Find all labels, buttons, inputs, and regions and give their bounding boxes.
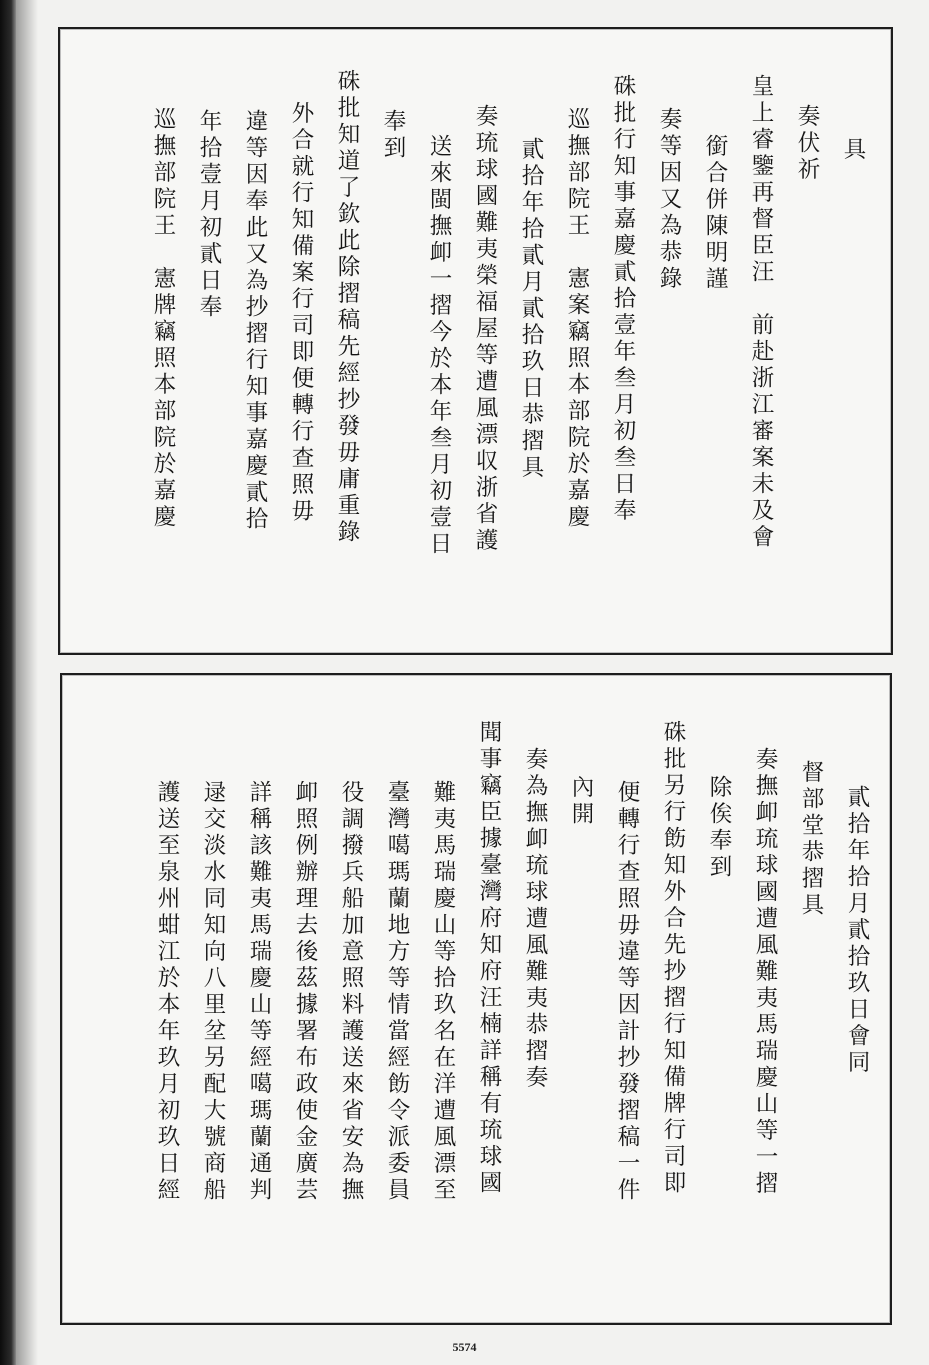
- text-column: 便轉行查照毋違等因計抄發摺稿一件: [614, 780, 640, 1204]
- text-column: 護送至泉州蚶江於本年玖月初玖日經: [154, 780, 180, 1204]
- text-column: 內開: [568, 775, 594, 828]
- text-column: 巡撫部院王 憲牌竊照本部院於嘉慶: [150, 107, 176, 531]
- text-column: 除俟奉到: [706, 775, 732, 881]
- text-column: 奏伏祈: [794, 104, 820, 184]
- binding-shadow: [16, 0, 38, 1365]
- text-column: 役調撥兵船加意照料護送來省安為撫: [338, 780, 364, 1204]
- document-panel-bottom: [60, 673, 892, 1325]
- book-binding-edge: [0, 0, 16, 1365]
- text-column: 硃批另行飭知外合先抄摺行知備牌行司即: [660, 720, 686, 1197]
- text-column: 奏琉球國難夷榮福屋等遭風漂収浙省護: [472, 104, 498, 555]
- text-column: 皇上睿鑒再督臣汪 前赴浙江審案未及會: [748, 74, 774, 551]
- text-column: 硃批知道了欽此除摺稿先經抄發毋庸重錄: [334, 69, 360, 546]
- text-column: 逯交淡水同知向八里坌另配大號商船: [200, 780, 226, 1204]
- text-column: 違等因奉此又為抄摺行知事嘉慶貳拾: [242, 109, 268, 533]
- document-panel-top: [58, 27, 893, 655]
- text-column: 年拾壹月初貳日奉: [196, 109, 222, 321]
- text-column: 巡撫部院王 憲案竊照本部院於嘉慶: [564, 107, 590, 531]
- text-column: 奏為撫卹琉球遭風難夷恭摺奏: [522, 747, 548, 1092]
- text-column: 卹照例辦理去後茲據署布政使金廣芸: [292, 780, 318, 1204]
- text-column: 督部堂恭摺具: [798, 760, 824, 919]
- text-column: 難夷馬瑞慶山等拾玖名在洋遭風漂至: [430, 780, 456, 1204]
- text-column: 貳拾年拾月貳拾玖日會同: [844, 785, 870, 1077]
- page-number: 5574: [452, 1340, 477, 1354]
- text-column: 臺灣噶瑪蘭地方等情當經飭令派委員: [384, 780, 410, 1204]
- text-columns-top: [60, 29, 891, 653]
- text-column: 硃批行知事嘉慶貳拾壹年叁月初叁日奉: [610, 74, 636, 525]
- text-columns-bottom: [62, 675, 890, 1323]
- text-column: 送來閩撫卹一摺今於本年叁月初壹日: [426, 134, 452, 558]
- text-column: 奏撫卹琉球國遭風難夷馬瑞慶山等一摺: [752, 747, 778, 1198]
- text-column: 具: [840, 137, 866, 164]
- text-column: 奉到: [380, 109, 406, 162]
- text-column: 貳拾年拾貳月貳拾玖日恭摺具: [518, 137, 544, 482]
- text-column: 外合就行知備案行司即便轉行查照毋: [288, 101, 314, 525]
- text-column: 聞事竊臣據臺灣府知府汪楠詳稱有琉球國: [476, 720, 502, 1197]
- text-column: 奏等因又為恭錄: [656, 107, 682, 293]
- text-column: 銜合併陳明謹: [702, 134, 728, 293]
- text-column: 詳稱該難夷馬瑞慶山等經噶瑪蘭通判: [246, 780, 272, 1204]
